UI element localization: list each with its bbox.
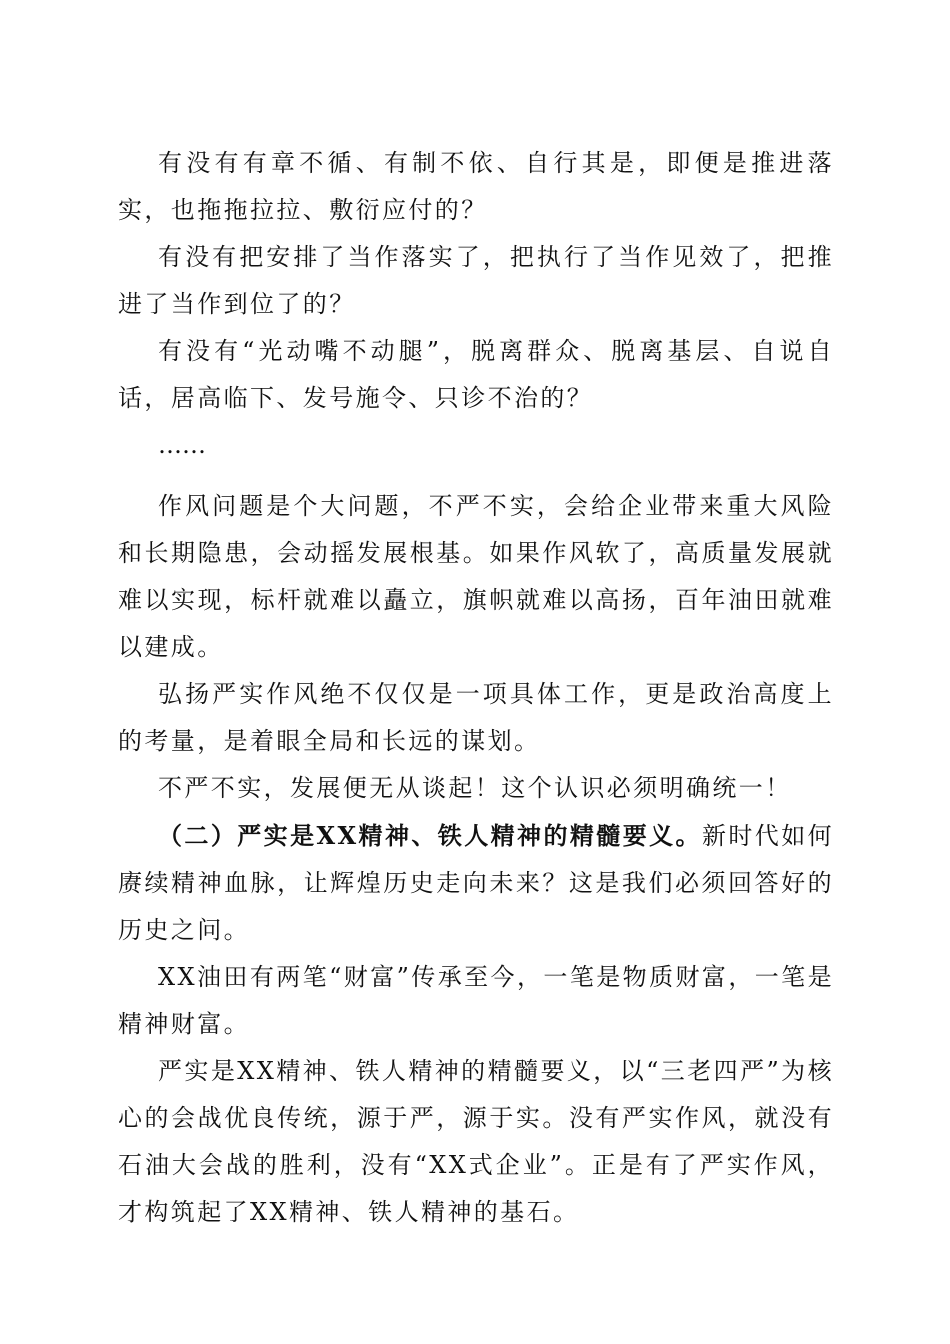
paragraph-question-2: 有没有把安排了当作落实了，把执行了当作见效了，把推进了当作到位了的？ [118,243,834,318]
paragraph-question-1: 有没有有章不循、有制不依、自行其是，即便是推进落实，也拖拖拉拉、敷衍应付的？ [118,149,834,224]
section-heading-body: 新时代如何赓续精神血脉，让辉煌历史走向未来？这是我们必须回答好的历史之问。 [118,822,835,944]
paragraph-consensus: 不严不实，发展便无从谈起！这个认识必须明确统一！ [158,774,792,802]
paragraph-question-3: 有没有“光动嘴不动腿”，脱离群众、脱离基层、自说自话，居高临下、发号施令、只诊不治的？ [118,337,834,412]
paragraph-style-problem: 作风问题是个大问题，不严不实，会给企业带来重大风险和长期隐患，会动摇发展根基。如果作风软了，高质量发展就难以实现，标杆就难以矗立，旗帜就难以高扬，百年油田就难以建成。 [118,492,834,661]
document-body [118,140,834,1236]
paragraph-two-wealth: XX油田有两笔“财富”传承至今，一笔是物质财富，一笔是精神财富。 [118,963,834,1038]
section-heading: （二）严实是XX精神、铁人精神的精髓要义。 [158,821,702,850]
paragraph-political-height: 弘扬严实作风绝不仅仅是一项具体工作，更是政治高度上的考量，是着眼全局和长远的谋划。 [118,680,834,755]
paragraph-ellipsis: …… [158,431,206,459]
paragraph-section-two [118,812,834,954]
paragraph-essence: 严实是XX精神、铁人精神的精髓要义，以“三老四严”为核心的会战优良传统，源于严，源于实。没有严实作风，就没有石油大会战的胜利，没有“XX式企业”。正是有了严实作风，才构筑起了XX精神、铁人精神的基石。 [118,1057,834,1226]
